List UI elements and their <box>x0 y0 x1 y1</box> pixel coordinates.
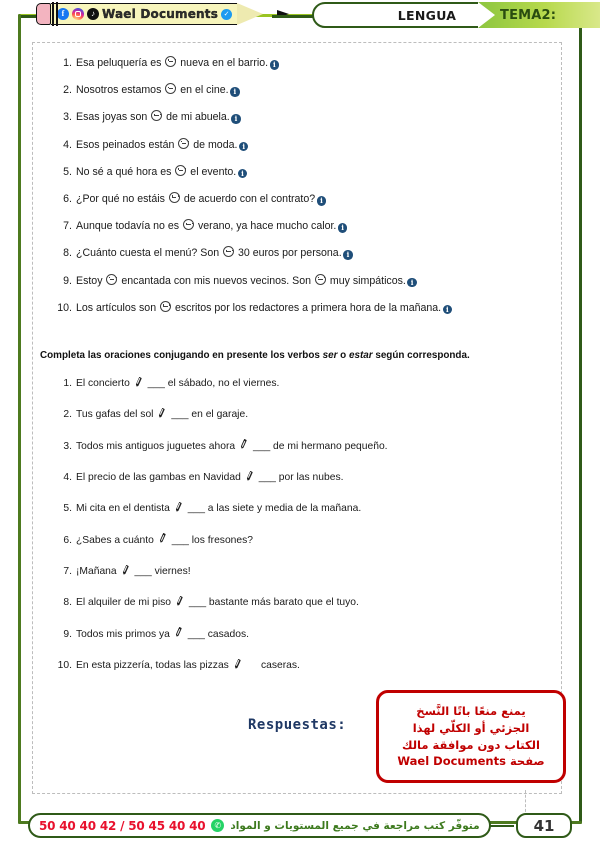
answers-label[interactable]: Respuestas: <box>248 717 347 733</box>
neutral-face-icon <box>160 301 171 312</box>
exercise-two-item <box>52 564 552 578</box>
copyright-warning-box <box>376 690 566 783</box>
tiktok-icon[interactable]: ♪ <box>87 8 99 20</box>
exercise-one-item <box>52 83 552 97</box>
sentence-fragment: ¡Mañana <box>76 566 120 578</box>
neutral-face-icon <box>169 192 180 203</box>
frame-right-line <box>579 14 582 824</box>
sentence-fragment: viernes! <box>151 566 191 578</box>
sentence-fragment: nueva en el barrio. <box>177 57 269 69</box>
item-number: 10. <box>57 660 72 672</box>
sentence-fragment: Estoy <box>76 274 106 287</box>
item-text <box>76 274 417 288</box>
sentence-fragment: Esos peinados están <box>76 138 178 151</box>
neutral-face-icon <box>223 246 234 257</box>
item-text <box>76 595 359 609</box>
item-text <box>76 138 248 152</box>
info-icon[interactable]: i <box>443 305 453 315</box>
brand-pencil-banner <box>36 2 263 26</box>
item-text <box>76 165 247 179</box>
pencil-edit-icon[interactable] <box>175 627 186 638</box>
info-icon[interactable]: i <box>239 142 249 152</box>
neutral-face-icon <box>178 138 189 149</box>
answer-blank[interactable]: ___ <box>171 409 189 421</box>
instruction-verb-estar: estar <box>348 350 373 361</box>
sentence-fragment: los fresones? <box>188 534 254 546</box>
sentence-fragment: por las nubes. <box>275 472 344 484</box>
item-number: 7. <box>63 220 72 233</box>
exercise-one-item <box>52 56 552 70</box>
item-text <box>76 658 300 672</box>
item-text <box>76 301 452 315</box>
sentence-fragment: El precio de las gambas en Navidad <box>76 472 244 484</box>
exercise-one-item <box>52 219 552 233</box>
exercise-two-item <box>52 533 552 547</box>
page-number-box <box>516 813 572 838</box>
sentence-fragment: En esta pizzería, todas las pizzas <box>76 660 232 672</box>
sentence-fragment: Aunque todavía no es <box>76 220 183 233</box>
item-number: 9. <box>63 274 72 287</box>
item-number: 4. <box>63 472 72 484</box>
sentence-fragment: verano, ya hace mucho calor. <box>195 220 337 233</box>
sentence-fragment: ¿Cuánto cuesta el menú? Son <box>76 247 223 260</box>
header-right-tick <box>580 28 583 50</box>
verified-badge-icon: ✓ <box>221 9 232 20</box>
exercise-one-item <box>52 138 552 152</box>
sentence-fragment: bastante más barato que el tuyo. <box>206 597 359 609</box>
footer-contact-capsule <box>28 813 491 838</box>
copyright-line: الجزئي أو الكلّي لهذا <box>412 720 530 735</box>
item-number: 8. <box>63 247 72 260</box>
sentence-fragment: el sábado, no el viernes. <box>164 378 280 389</box>
sentence-fragment: El concierto <box>76 378 133 389</box>
sentence-fragment: Tus gafas del sol <box>76 409 157 421</box>
sentence-fragment: de acuerdo con el contrato? <box>180 193 316 206</box>
sentence-fragment: Los artículos son <box>76 301 160 314</box>
exercise-two-item <box>52 376 552 390</box>
item-number: 1. <box>63 378 72 389</box>
exercise-one-item <box>52 246 552 260</box>
exercise-one-item <box>52 274 552 288</box>
exercise-two-item <box>52 439 552 453</box>
page-number: 41 <box>533 816 555 835</box>
item-number: 2. <box>63 409 72 421</box>
sentence-fragment: muy simpáticos. <box>326 274 406 287</box>
neutral-face-icon <box>315 274 326 285</box>
info-icon[interactable]: i <box>231 114 241 124</box>
item-text <box>76 110 241 124</box>
item-number: 3. <box>63 111 72 124</box>
instruction-part3: según corresponda. <box>372 350 470 361</box>
sentence-fragment: escritos por los redactores a primera hora de la mañana. <box>172 301 442 314</box>
sentence-fragment: Esa peluquería es <box>76 57 165 69</box>
topic-label: TEMA2: <box>500 7 557 23</box>
info-icon[interactable]: i <box>338 223 348 233</box>
sentence-fragment: No sé a qué hora es <box>76 165 175 178</box>
item-text <box>76 439 388 453</box>
info-icon[interactable]: i <box>343 250 353 260</box>
item-text <box>76 192 326 206</box>
sentence-fragment: a las siete y media de la mañana. <box>204 503 362 515</box>
pencil-edit-icon[interactable] <box>122 564 133 575</box>
pencil-edit-icon[interactable] <box>240 439 251 450</box>
answer-blank[interactable]: ___ <box>188 597 207 609</box>
sentence-fragment: Nosotros estamos <box>76 84 165 97</box>
frame-left-line <box>18 14 21 824</box>
item-number: 6. <box>63 534 72 546</box>
exercise-two-item <box>52 627 552 641</box>
answer-blank[interactable]: ___ <box>187 503 205 515</box>
footer-phone-numbers: 50 40 40 42 / 50 45 40 40 <box>39 818 206 833</box>
neutral-face-icon <box>165 56 176 67</box>
answer-blank[interactable]: ___ <box>147 378 165 389</box>
pencil-edit-icon[interactable] <box>175 501 186 512</box>
exercise-one-item <box>52 110 552 124</box>
info-icon[interactable]: i <box>270 60 280 70</box>
pencil-edit-icon[interactable] <box>135 376 146 387</box>
exercise-two-item <box>52 658 552 672</box>
sentence-fragment: Todos mis primos ya <box>76 628 173 640</box>
topic-banner <box>478 2 600 28</box>
sentence-fragment: de moda. <box>190 138 238 151</box>
info-icon[interactable]: i <box>230 87 240 97</box>
item-number: 2. <box>63 84 72 97</box>
neutral-face-icon <box>165 83 176 94</box>
exercise-one-item <box>52 165 552 179</box>
item-text <box>76 83 240 97</box>
info-icon[interactable]: i <box>317 196 327 206</box>
answer-blank[interactable]: ___ <box>253 440 271 452</box>
answer-blank-spacer <box>247 660 258 671</box>
exercise-two-item <box>52 470 552 484</box>
neutral-face-icon <box>175 165 186 176</box>
sentence-fragment: 30 euros por persona. <box>235 247 342 260</box>
exercise-one-item <box>52 301 552 315</box>
answer-blank[interactable]: ___ <box>187 628 205 640</box>
exercise-one-list <box>52 56 552 328</box>
instruction-verb-ser: ser <box>322 350 338 361</box>
sentence-fragment: de mi abuela. <box>163 111 230 124</box>
sentence-fragment: casados. <box>204 628 249 640</box>
exercise-two-item <box>52 501 552 515</box>
item-number: 1. <box>63 57 72 69</box>
sentence-fragment: en el garaje. <box>188 409 249 421</box>
item-number: 6. <box>63 193 72 206</box>
item-number: 7. <box>63 566 72 578</box>
pencil-edit-icon[interactable] <box>159 533 170 544</box>
neutral-face-icon <box>183 219 194 230</box>
pencil-eraser <box>36 3 51 25</box>
item-number: 10. <box>57 301 72 314</box>
sentence-fragment: ¿Por qué no estáis <box>76 193 168 206</box>
copyright-line: يمنع منعًا باتًا النَّسخ <box>416 704 526 719</box>
item-text <box>76 627 249 641</box>
info-icon[interactable]: i <box>407 278 417 288</box>
exercise-two-item <box>52 595 552 609</box>
sentence-fragment: Esas joyas son <box>76 111 151 124</box>
exercise-one-item <box>52 192 552 206</box>
item-number: 8. <box>63 597 72 609</box>
subject-label: LENGUA <box>397 7 457 23</box>
sentence-fragment: Mi cita en el dentista <box>76 503 173 515</box>
sentence-fragment: el evento. <box>187 165 237 178</box>
answer-blank[interactable]: ___ <box>171 534 189 546</box>
answer-blank[interactable]: ___ <box>134 566 152 578</box>
item-text <box>76 56 279 70</box>
instruction-text <box>40 350 470 361</box>
item-text <box>76 376 279 390</box>
item-number: 5. <box>63 165 72 178</box>
sentence-fragment: Todos mis antiguos juguetes ahora <box>76 440 238 452</box>
header-connector-left <box>18 15 38 18</box>
sentence-fragment: en el cine. <box>177 84 229 97</box>
instagram-icon[interactable] <box>72 8 84 20</box>
item-text <box>76 219 347 233</box>
info-icon[interactable]: i <box>238 169 248 179</box>
item-text <box>76 470 343 484</box>
copyright-line: صفحة Wael Documents <box>397 754 545 769</box>
whatsapp-icon[interactable]: ✆ <box>211 819 224 832</box>
sentence-fragment: encantada con mis nuevos vecinos. Son <box>118 274 314 287</box>
neutral-face-icon <box>151 110 162 121</box>
item-text <box>76 407 248 421</box>
pencil-edit-icon[interactable] <box>176 595 187 606</box>
footer-arabic-text: متوفّر كتب مراجعة في جميع المستويات و المواد <box>230 819 480 832</box>
item-text <box>76 564 191 578</box>
header-connector-down <box>18 15 21 55</box>
exercise-two-item <box>52 407 552 421</box>
instruction-part2: o <box>337 350 349 361</box>
item-number: 3. <box>63 440 72 452</box>
pencil-tip <box>237 3 263 25</box>
pencil-edit-icon[interactable] <box>158 407 169 418</box>
page-header <box>0 0 600 34</box>
sentence-fragment: de mi hermano pequeño. <box>270 440 388 452</box>
facebook-icon[interactable]: f <box>57 8 69 20</box>
item-number: 9. <box>63 628 72 640</box>
pencil-edit-icon[interactable] <box>234 658 245 669</box>
brand-name: Wael Documents <box>102 7 219 21</box>
sentence-fragment: ¿Sabes a cuánto <box>76 534 157 546</box>
sentence-fragment: caseras. <box>258 660 300 672</box>
item-number: 4. <box>63 138 72 151</box>
exercise-two-list <box>52 376 552 689</box>
neutral-face-icon <box>106 274 117 285</box>
item-text <box>76 246 353 260</box>
item-text <box>76 501 361 515</box>
pencil-body <box>51 3 237 25</box>
sentence-fragment: El alquiler de mi piso <box>76 597 174 609</box>
item-text <box>76 533 253 547</box>
copyright-line: الكتاب دون موافقة مالك <box>402 737 540 752</box>
answer-blank[interactable]: ___ <box>258 472 276 484</box>
instruction-part1: Completa las oraciones conjugando en presente los verbos <box>40 350 323 361</box>
item-number: 5. <box>63 503 72 515</box>
pencil-edit-icon[interactable] <box>246 470 257 481</box>
